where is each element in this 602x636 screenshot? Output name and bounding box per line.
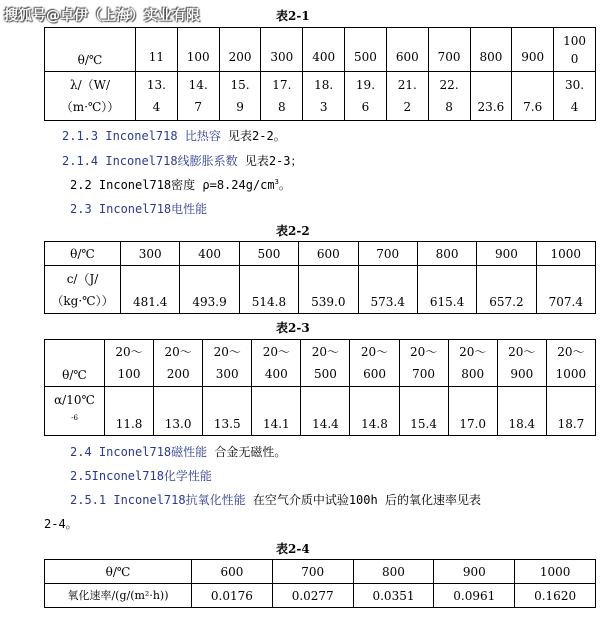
section-2-1-3 — [62, 127, 286, 144]
table3-temp-cell: 20～ 200 — [154, 340, 203, 387]
section-2-1-4-ref: 见表2-3； — [237, 154, 303, 168]
table1-value-cell: 17. 8 — [261, 72, 303, 121]
table3-temp-cell: 20～ 300 — [203, 340, 252, 387]
table1-temp-cell: 700 — [428, 28, 470, 72]
section-2-4-title: 2.4 Inconel718磁性能 — [70, 445, 208, 459]
table4-temp-cell: 700 — [272, 560, 353, 584]
table4-value-cell: 0.1620 — [515, 584, 596, 608]
table3-value-cell: 14.8 — [350, 387, 399, 436]
table1-value-row — [45, 72, 596, 121]
table4-temp-header: θ/℃ — [45, 560, 192, 584]
section-2-1-3-ref: 见表2-2。 — [220, 129, 286, 143]
table3-temp-row — [45, 340, 596, 387]
table2-temp-cell: 700 — [358, 242, 417, 266]
table2-value-cell: 615.4 — [417, 266, 476, 314]
table1-value-cell: 21. 2 — [386, 72, 428, 121]
table4-temp-cell: 1000 — [515, 560, 596, 584]
table2-temp-cell: 300 — [121, 242, 180, 266]
table2-value-cell: 481.4 — [121, 266, 180, 314]
table4-value-row — [45, 584, 596, 608]
table1-temp-cell: 500 — [345, 28, 387, 72]
table1-temp-cell: 100 — [177, 28, 219, 72]
table1-value-cell: 18. 3 — [303, 72, 345, 121]
table2-value-cell: 514.8 — [239, 266, 298, 314]
table-2-4 — [44, 559, 596, 608]
table1-caption: 表2-1 — [276, 9, 310, 23]
table3-value-cell: 13.5 — [203, 387, 252, 436]
table1-value-cell: 23.6 — [470, 72, 512, 121]
table2-value-cell: 707.4 — [536, 266, 595, 314]
table2-value-cell: 493.9 — [180, 266, 239, 314]
section-2-5-1-title: 2.5.1 Inconel718抗氧化性能 — [70, 493, 246, 507]
section-2-5: 2.5Inconel718化学性能 — [70, 469, 212, 483]
section-2-4-text: 合金无磁性。 — [207, 445, 287, 459]
table1-value-cell: 13. 4 — [136, 72, 178, 121]
table3-value-cell: 15.4 — [399, 387, 448, 436]
table2-temp-cell: 1000 — [536, 242, 595, 266]
section-2-2 — [70, 176, 291, 193]
table4-temp-cell: 900 — [434, 560, 515, 584]
table3-value-cell: 18.7 — [546, 387, 595, 436]
table4-temp-cell: 800 — [353, 560, 434, 584]
table-2-3 — [44, 339, 596, 436]
table4-value-cell: 0.0176 — [192, 584, 273, 608]
section-2-3: 2.3 Inconel718电性能 — [70, 202, 208, 216]
table3-value-cell: 11.8 — [105, 387, 154, 436]
section-2-5-1-text: 在空气介质中试验100h 后的氧化速率见表 — [245, 493, 481, 507]
table1-value-cell: 15. 9 — [219, 72, 261, 121]
table3-value-cell: 18.4 — [497, 387, 546, 436]
table1-temp-cell: 600 — [386, 28, 428, 72]
table2-value-cell: 657.2 — [477, 266, 536, 314]
table4-temp-row — [45, 560, 596, 584]
table1-temp-cell: 100 0 — [554, 28, 596, 72]
table1-temp-row — [45, 28, 596, 72]
density-unit-sup: 3 — [274, 178, 279, 186]
section-2-5-1 — [70, 491, 481, 508]
table3-temp-header: θ/℃ — [45, 340, 105, 387]
table1-value-cell: 7.6 — [512, 72, 554, 121]
section-2-2-end: 。 — [278, 178, 291, 192]
table2-temp-header: θ/℃ — [45, 242, 121, 266]
table2-temp-cell: 400 — [180, 242, 239, 266]
table1-value-cell: 30. 4 — [554, 72, 596, 121]
section-2-2-text: 2.2 Inconel718密度 ρ=8.24g/cm — [70, 178, 275, 192]
table3-temp-cell: 20～ 800 — [448, 340, 497, 387]
table1-value-header: λ/（W/ （m·℃）） — [45, 72, 136, 121]
table1-temp-cell: 300 — [261, 28, 303, 72]
table1-temp-cell: 200 — [219, 28, 261, 72]
table1-temp-cell: 800 — [470, 28, 512, 72]
table1-value-cell: 19. 6 — [345, 72, 387, 121]
table1-value-cell: 22. 8 — [428, 72, 470, 121]
section-2-5-1-cont: 2-4。 — [44, 517, 78, 531]
section-2-1-3-title: 2.1.3 Inconel718 比热容 — [62, 129, 221, 143]
table4-temp-cell: 600 — [192, 560, 273, 584]
table-2-2 — [44, 241, 596, 314]
table1-temp-cell: 11 — [136, 28, 178, 72]
table3-caption: 表2-3 — [276, 321, 310, 335]
table1-temp-cell: 900 — [512, 28, 554, 72]
table2-temp-cell: 500 — [239, 242, 298, 266]
table3-temp-cell: 20～ 100 — [105, 340, 154, 387]
table2-temp-cell: 600 — [299, 242, 358, 266]
table2-temp-cell: 800 — [417, 242, 476, 266]
table2-temp-cell: 900 — [477, 242, 536, 266]
table4-value-cell: 0.0961 — [434, 584, 515, 608]
watermark: 搜狐号@卓伊（上海）实业有限 — [4, 8, 200, 24]
table4-caption: 表2-4 — [276, 542, 310, 556]
table1-temp-cell: 400 — [303, 28, 345, 72]
table3-temp-cell: 20～ 500 — [301, 340, 350, 387]
table2-value-header: c/（J/ （kg·℃）） — [45, 266, 121, 314]
table2-value-cell: 539.0 — [299, 266, 358, 314]
table2-caption: 表2-2 — [276, 224, 310, 238]
table3-value-row — [45, 387, 596, 436]
table3-value-cell: 14.1 — [252, 387, 301, 436]
table3-temp-cell: 20～ 400 — [252, 340, 301, 387]
table-2-1 — [44, 27, 596, 121]
table1-value-cell: 14. 7 — [177, 72, 219, 121]
table3-value-cell: 14.4 — [301, 387, 350, 436]
table4-value-cell: 0.0277 — [272, 584, 353, 608]
table3-temp-cell: 20～ 600 — [350, 340, 399, 387]
section-2-4 — [70, 443, 286, 460]
table3-value-cell: 13.0 — [154, 387, 203, 436]
table2-value-cell: 573.4 — [358, 266, 417, 314]
table2-value-row — [45, 266, 596, 314]
table2-temp-row — [45, 242, 596, 266]
table3-temp-cell: 20～ 700 — [399, 340, 448, 387]
section-2-1-4 — [62, 152, 303, 169]
table1-temp-header: θ/℃ — [45, 28, 136, 72]
section-2-1-4-title: 2.1.4 Inconel718线膨胀系数 — [62, 154, 238, 168]
table3-value-header: α/10℃ -6 — [45, 387, 105, 436]
table3-value-cell: 17.0 — [448, 387, 497, 436]
table4-value-cell: 0.0351 — [353, 584, 434, 608]
table4-value-header: 氧化速率/(g/(m²·h)) — [45, 584, 192, 608]
table3-temp-cell: 20～ 900 — [497, 340, 546, 387]
table3-temp-cell: 20～ 1000 — [546, 340, 595, 387]
